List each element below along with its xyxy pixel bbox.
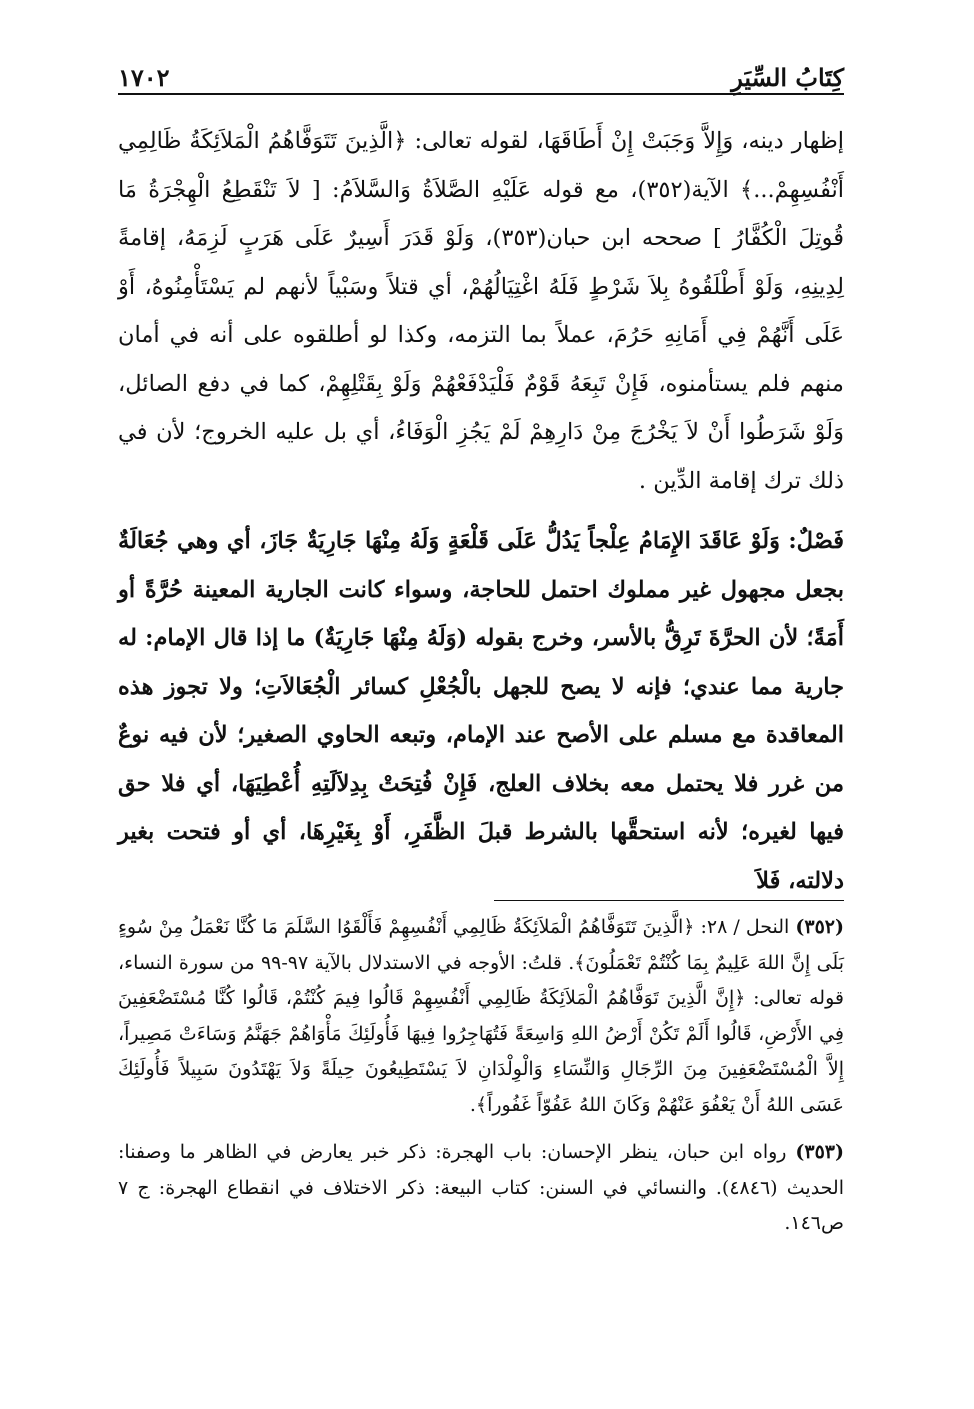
running-header	[118, 48, 844, 95]
footnote-352-text: النحل / ٢٨: ﴿الَّذِينَ تَتَوَفَّاهُمُ الْمَلاَئِكَةُ ظَالِمِي أَنْفُسِهِمْ فَأَلْقَوُا السَّلَمَ مَا كُنَّا نَعْمَلُ مِنْ سُوءٍ بَلَى إِنَّ اللهَ عَلِيمٌ بِمَا كُنْتُمْ تَعْمَلُونَ﴾. قلتُ: الأوجه في الاستدلال بالآية ٩٧-٩٩ من سورة النساء، قوله تعالى: ﴿إِنَّ الَّذِينَ تَوَفَّاهُمُ الْمَلاَئِكَةُ ظَالِمِي أَنْفُسِهِمْ قَالُوا فِيمَ كُنْتُمْ، قَالُوا كُنَّا مُسْتَضْعَفِينَ فِي الأَرْضِ، قَالُوا أَلَمْ تَكُنْ أَرْضُ اللهِ وَاسِعَةً فَتُهَاجِرُوا فِيهَا فَأُولَئِكَ مَأْوَاهُمْ جَهَنَّمُ وَسَاءَتْ مَصِيراً، إِلاَّ الْمُسْتَضْعَفِينَ مِنَ الرِّجَالِ وَالنِّسَاءِ وَالْوِلْدَانِ لاَ يَسْتَطِيعُونَ حِيلَةً وَلاَ يَهْتَدُونَ سَبِيلاً فَأُولَئِكَ عَسَى اللهُ أَنْ يَعْفُوَ عَنْهُمْ وَكَانَ اللهُ عَفُوّاً غَفُوراً﴾.	[118, 916, 844, 1116]
chapter-title: كِتَابُ السِّيَرِ	[731, 63, 844, 92]
footnote-352-ref: (٣٥٢)	[795, 916, 845, 938]
footnote-353-text: رواه ابن حبان، ينظر الإحسان: باب الهجرة: ذكر خبر يعارض في الظاهر ما وصفنا: الحديث (٤٨٤٦). والنسائي في السنن: كتاب البيعة: ذكر الاختلاف في انقطاع الهجرة: ج ٧ ص١٤٦.	[118, 1141, 844, 1234]
paragraph-1: إظهار دينه، وَإِلاَّ وَجَبَتْ إِنْ أَطَاقَهَا، لقوله تعالى: ﴿الَّذِينَ تَتَوَفَّاهُمُ الْمَلاَئِكَةُ ظَالِمِي أَنْفُسِهِمْ...﴾ الآية(٣٥٢)، مع قوله عَلَيْهِ الصَّلاَةُ وَالسَّلاَمُ: [ لاَ تَنْقَطِعُ الْهِجْرَةُ مَا قُوتِلَ الْكُفَّارُ ] صححه ابن حبان(٣٥٣)، وَلَوْ قَدَرَ أَسِيرٌ عَلَى هَرَبٍ لَزِمَهُ، إقامةً لِدِينِهِ، وَلَوْ أَطْلَقُوهُ بِلاَ شَرْطٍ فَلَهُ اغْتِيَالُهُمْ، أي قتلاً وسَبْياً لأنهم لم يَسْتَأْمِنُوهُ، أَوْ عَلَى أَنَّهُمْ فِي أَمَانِهِ حَرُمَ، عملاً بما التزمه، وكذا لو أطلقوه على أنه في أمان منهم فلم يستأمنوه، فَإِنْ تَبِعَهُ قَوْمٌ فَلْيَدْفَعْهُمْ وَلَوْ بِقَتْلِهِمْ، كما في دفع الصائل، وَلَوْ شَرَطُوا أَنْ لاَ يَخْرُجَ مِنْ دَارِهِمْ لَمْ يَجُزِ الْوَفَاءُ، أي بل عليه الخروج؛ لأن في ذلك ترك إقامة الدِّين .	[118, 128, 844, 494]
footnote-separator	[494, 900, 844, 901]
footnote-352	[118, 910, 844, 1123]
main-text	[118, 117, 844, 905]
footnote-353	[118, 1135, 844, 1242]
paragraph-2-fasl: فَصْلٌ: وَلَوْ عَاقَدَ الإِمَامُ عِلْجاً يَدُلُّ عَلَى قَلْعَةٍ وَلَهُ مِنْهَا جَارِيَةٌ جَازَ، أي وهي جُعَالَةٌ بجعل مجهول غير مملوك احتمل للحاجة، وسواء كانت الجارية المعينة حُرَّةً أو أَمَةً؛ لأن الحرَّةَ تَرِقُّ بالأسر، وخرج بقوله (وَلَهُ مِنْهَا جَارِيَةٌ) ما إذا قال الإمام: له جارية مما عندي؛ فإنه لا يصح للجهل بالْجُعْلِ كسائر الْجُعَالاَتِ؛ ولا تجوز هذه المعاقدة مع مسلم على الأصح عند الإمام، وتبعه الحاوي الصغير؛ لأن فيه نوعٌ من غرر فلا يحتمل معه بخلاف العلج، فَإِنْ فُتِحَتْ بِدِلاَلَتِهِ أُعْطِيَهَا، أي فلا حق فيها لغيره؛ لأنه استحقَّها بالشرط قبلَ الظَّفَرِ، أَوْ بِغَيْرِهَا، أي أو فتحت بغير دلالته، فَلاَ	[118, 528, 844, 894]
book-page	[118, 48, 844, 1388]
footnote-353-ref: (٣٥٣)	[795, 1141, 844, 1163]
page-number: ١٧٠٢	[118, 63, 170, 92]
footnotes	[118, 910, 844, 1242]
